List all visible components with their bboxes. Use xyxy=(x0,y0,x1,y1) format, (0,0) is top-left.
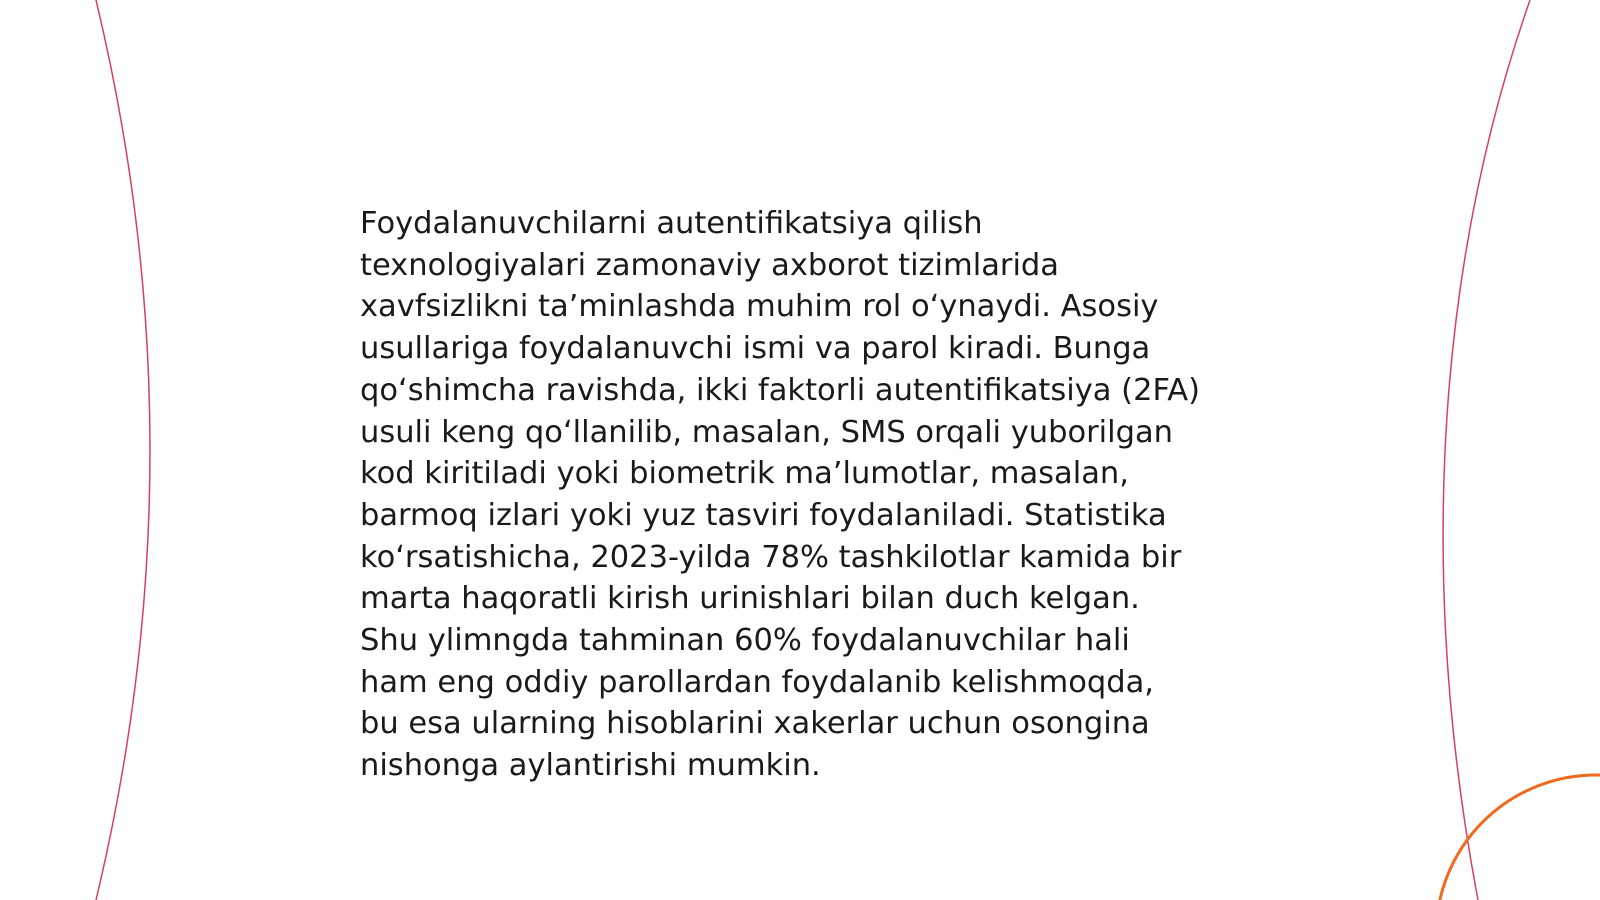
text-line: nishonga aylantirishi mumkin. xyxy=(360,748,821,784)
text-line: texnologiyalari zamonaviy axborot tizimlarida xyxy=(360,247,1059,283)
text-line: usullariga foydalanuvchi ismi va parol kiradi. Bunga xyxy=(360,331,1151,367)
text-line: usuli keng qo‘llanilib, masalan, SMS orqali yuborilgan xyxy=(360,414,1174,450)
body-paragraph xyxy=(360,203,1260,787)
text-line: ko‘rsatishicha, 2023-yilda 78% tashkilotlar kamida bir xyxy=(360,539,1182,575)
text-line: bu esa ularning hisoblarini xakerlar uchun osongina xyxy=(360,706,1150,742)
text-line: xavfsizlikni ta’minlashda muhim rol o‘ynaydi. Asosiy xyxy=(360,289,1159,325)
text-line: qo‘shimcha ravishda, ikki faktorli autentifikatsiya (2FA) xyxy=(360,372,1200,408)
right-arc-line xyxy=(1443,0,1530,900)
text-line: Shu ylimngda tahminan 60% foydalanuvchilar hali xyxy=(360,623,1130,659)
left-arc-line xyxy=(96,0,150,900)
text-line: kod kiritiladi yoki biometrik ma’lumotlar, masalan, xyxy=(360,456,1129,492)
text-line: marta haqoratli kirish urinishlari bilan duch kelgan. xyxy=(360,581,1140,617)
text-line: ham eng oddiy parollardan foydalanib kelishmoqda, xyxy=(360,664,1154,700)
text-line: Foydalanuvchilarni autentifikatsiya qilish xyxy=(360,206,983,241)
text-line: barmoq izlari yoki yuz tasviri foydalaniladi. Statistika xyxy=(360,497,1167,533)
